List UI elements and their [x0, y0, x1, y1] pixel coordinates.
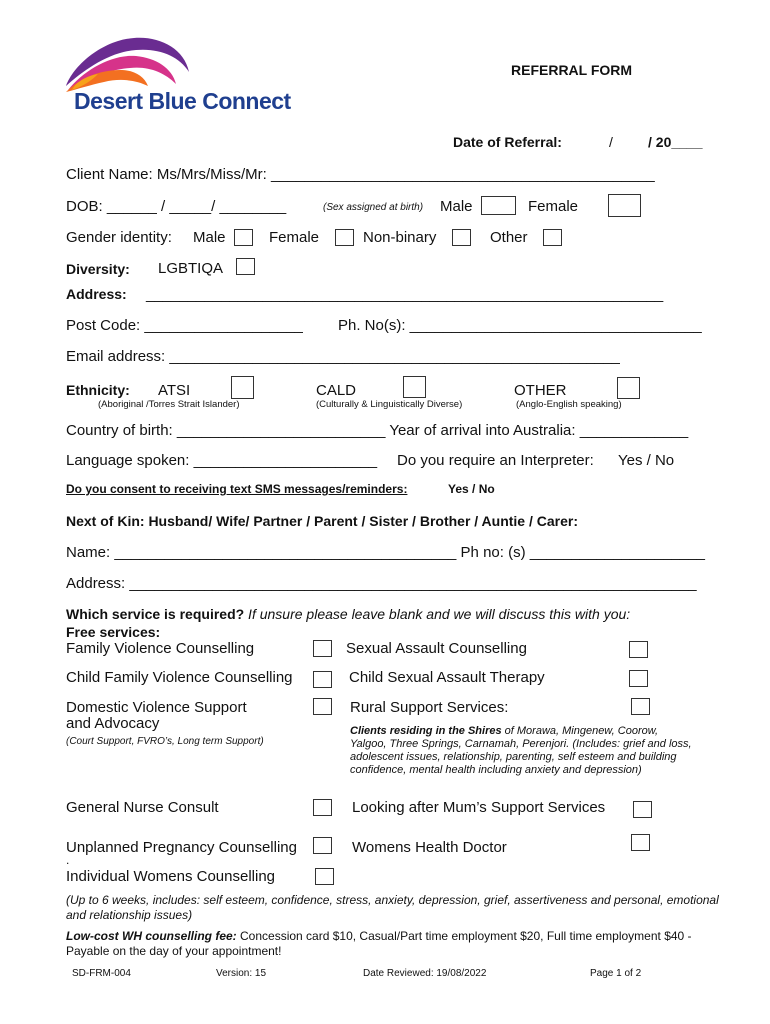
sex-female-checkbox[interactable]	[608, 194, 641, 217]
domestic-violence-checkbox[interactable]	[313, 698, 332, 715]
ethnicity-other-checkbox[interactable]	[617, 377, 640, 399]
logo-text: Desert Blue Connect	[74, 88, 291, 114]
dv-note: (Court Support, FVRO’s, Long term Support)	[66, 736, 264, 747]
gender-female-checkbox[interactable]	[335, 229, 354, 246]
fee-text: Concession card $10, Casual/Part time employment $20, Full time employment $40 - Payable on the day of your appointment!	[66, 929, 692, 958]
footer-page-number: Page 1 of 2	[590, 968, 642, 979]
womens-doctor-checkbox[interactable]	[631, 834, 650, 851]
gender-nonbinary-checkbox[interactable]	[452, 229, 471, 246]
post-code-field[interactable]: Post Code: ___________________	[66, 317, 303, 334]
phone-field[interactable]: Ph. No(s): ___________________________________	[338, 317, 702, 334]
gender-other-checkbox[interactable]	[543, 229, 562, 246]
pregnancy-counselling-checkbox[interactable]	[313, 837, 332, 854]
mums-support-label: Looking after Mum’s Support Services	[352, 799, 606, 816]
sex-male-checkbox[interactable]	[481, 196, 516, 215]
nok-address-field[interactable]: Address: ____________________________________________________________________	[66, 575, 697, 592]
other-note: (Anglo-English speaking)	[516, 399, 622, 410]
service-question-bold: Which service is required?	[66, 606, 245, 622]
form-title: REFERRAL FORM	[511, 62, 633, 78]
ethnicity-other-label: OTHER	[514, 382, 567, 399]
language-field[interactable]: Language spoken: ______________________	[66, 452, 378, 469]
child-sexual-assault-checkbox[interactable]	[629, 670, 648, 687]
date-of-referral-label: Date of Referral:	[453, 134, 562, 150]
fee-label: Low-cost WH counselling fee:	[66, 929, 237, 943]
dob-field[interactable]: DOB: ______ / _____/ ________	[66, 198, 287, 215]
rural-note-text: of Morawa, Mingenew, Coorow, Yalgoo, Three Springs, Carnamah, Perenjori. (Includes: grief and loss, adolescent issues, relationship, parenting, self esteem and building confidence, mental health including anxiety and depression)	[350, 725, 692, 776]
logo	[64, 34, 291, 119]
ethnicity-label: Ethnicity:	[66, 382, 130, 398]
atsi-note: (Aboriginal /Torres Strait Islander)	[98, 399, 240, 410]
nurse-consult-checkbox[interactable]	[313, 799, 332, 816]
nurse-consult-label: General Nurse Consult	[66, 799, 219, 816]
gender-other-label: Other	[490, 229, 528, 246]
child-sexual-assault-label: Child Sexual Assault Therapy	[349, 669, 545, 686]
address-label: Address:	[66, 286, 127, 302]
womens-counselling-checkbox[interactable]	[315, 868, 334, 885]
domestic-violence-label-1: Domestic Violence Support	[66, 699, 247, 716]
footer-version: Version: 15	[216, 968, 267, 979]
rural-support-checkbox[interactable]	[631, 698, 650, 715]
ethnicity-atsi-checkbox[interactable]	[231, 376, 254, 399]
womens-note: (Up to 6 weeks, includes: self esteem, confidence, stress, anxiety, depression, grief, assertiveness and personal, emotional and relationship issues)	[66, 893, 719, 922]
gender-label: Gender identity:	[66, 229, 172, 246]
sex-female-label: Female	[528, 198, 579, 215]
ethnicity-cald-checkbox[interactable]	[403, 376, 426, 398]
lgbtiqa-checkbox[interactable]	[236, 258, 255, 275]
womens-counselling-label: Individual Womens Counselling	[66, 868, 276, 885]
sexual-assault-checkbox[interactable]	[629, 641, 648, 658]
sex-male-label: Male	[440, 198, 473, 215]
date-slash: /	[609, 134, 613, 150]
gender-male-label: Male	[193, 229, 226, 246]
footer-form-code: SD-FRM-004	[72, 968, 131, 979]
client-name-field[interactable]: Client Name: Ms/Mrs/Miss/Mr: ______________________________________________	[66, 166, 655, 183]
child-family-violence-label: Child Family Violence Counselling	[66, 669, 293, 686]
service-question	[66, 606, 630, 622]
child-family-violence-checkbox[interactable]	[313, 671, 332, 688]
address-field[interactable]: ______________________________________________________________	[146, 286, 664, 303]
interpreter-label: Do you require an Interpreter:	[397, 452, 594, 469]
rural-support-label: Rural Support Services:	[350, 699, 509, 716]
email-field[interactable]: Email address: ______________________________________________________	[66, 348, 620, 365]
gender-male-checkbox[interactable]	[234, 229, 253, 246]
gender-nonbinary-label: Non-binary	[363, 229, 437, 246]
nok-name-field[interactable]: Name: _________________________________________ Ph no: (s) _____________________	[66, 544, 705, 561]
footer-date-reviewed: Date Reviewed: 19/08/2022	[363, 968, 487, 979]
ethnicity-cald-label: CALD	[316, 382, 357, 399]
cald-note: (Culturally & Linguistically Diverse)	[316, 399, 463, 410]
sex-note: (Sex assigned at birth)	[323, 202, 424, 213]
family-violence-checkbox[interactable]	[313, 640, 332, 657]
rural-note	[350, 725, 695, 777]
logo-swoosh-icon	[64, 34, 194, 92]
ethnicity-atsi-label: ATSI	[158, 382, 191, 399]
free-services-heading: Free services:	[66, 624, 161, 640]
family-violence-label: Family Violence Counselling	[66, 640, 255, 657]
stray-dot: .	[66, 853, 70, 867]
pregnancy-counselling-label: Unplanned Pregnancy Counselling	[66, 839, 297, 856]
interpreter-yes-no[interactable]: Yes / No	[618, 452, 675, 469]
lgbtiqa-label: LGBTIQA	[158, 260, 224, 277]
domestic-violence-label-2: and Advocacy	[66, 715, 160, 732]
sms-yes-no[interactable]: Yes / No	[448, 482, 495, 496]
next-of-kin-heading: Next of Kin: Husband/ Wife/ Partner / Parent / Sister / Brother / Auntie / Carer:	[66, 513, 578, 529]
fee-note	[66, 929, 726, 959]
mums-support-checkbox[interactable]	[633, 801, 652, 818]
gender-female-label: Female	[269, 229, 320, 246]
womens-doctor-label: Womens Health Doctor	[352, 839, 507, 856]
sms-consent-label: Do you consent to receiving text SMS messages/reminders:	[66, 482, 408, 496]
service-question-italic: If unsure please leave blank and we will discuss this with you:	[244, 606, 631, 622]
country-field[interactable]: Country of birth: _________________________ Year of arrival into Australia: _____________	[66, 422, 689, 439]
sexual-assault-label: Sexual Assault Counselling	[346, 640, 527, 657]
diversity-label: Diversity:	[66, 261, 130, 277]
date-year[interactable]: / 20____	[648, 134, 703, 150]
rural-note-bold: Clients residing in the Shires	[350, 725, 502, 737]
